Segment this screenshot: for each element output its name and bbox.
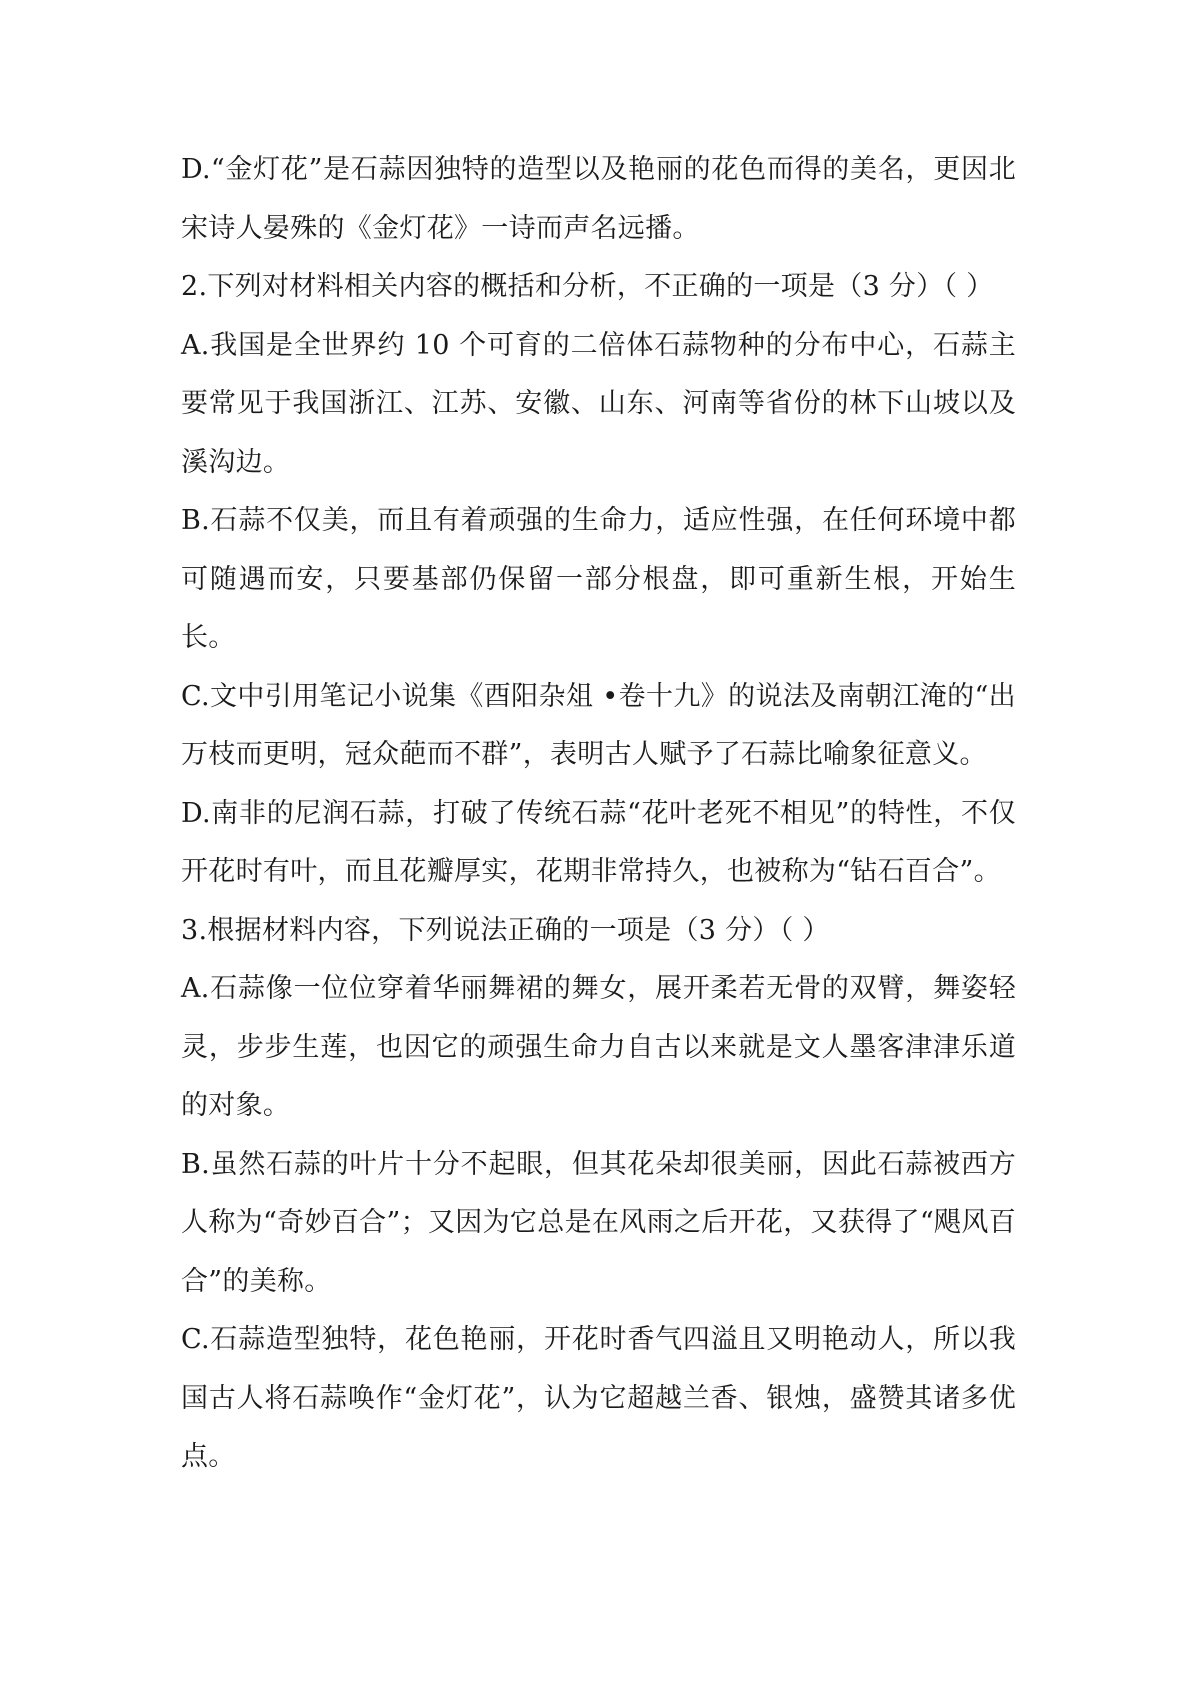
option-text: 南非的尼润石蒜，打破了传统石蒜“花叶老死不相见”的特性，不仅开花时有叶，而且花瓣厚实，花期非常持久，也被称为“钻石百合”。 xyxy=(181,797,1016,887)
option-b-q3 xyxy=(181,1136,1016,1312)
question-3 xyxy=(181,902,1016,961)
option-c-q3 xyxy=(181,1311,1016,1487)
option-label: D. xyxy=(181,797,211,829)
question-number: 3. xyxy=(181,914,208,946)
option-c-q2 xyxy=(181,668,1016,785)
option-text: 文中引用笔记小说集《酉阳杂俎 •卷十九》的说法及南朝江淹的“出万枝而更明，冠众葩而不群”，表明古人赋予了石蒜比喻象征意义。 xyxy=(181,680,1016,770)
option-text: 石蒜造型独特，花色艳丽，开花时香气四溢且又明艳动人，所以我国古人将石蒜唤作“金灯花”，认为它超越兰香、银烛，盛赞其诸多优点。 xyxy=(181,1324,1016,1472)
question-text: 根据材料内容，下列说法正确的一项是（3 分）（ ） xyxy=(207,914,830,946)
option-a-q2 xyxy=(181,317,1016,493)
option-b-q2 xyxy=(181,492,1016,668)
option-text: 石蒜像一位位穿着华丽舞裙的舞女，展开柔若无骨的双臂，舞姿轻灵，步步生莲，也因它的顽强生命力自古以来就是文人墨客津津乐道的对象。 xyxy=(181,973,1016,1121)
option-text: 我国是全世界约 10 个可育的二倍体石蒜物种的分布中心，石蒜主要常见于我国浙江、江苏、安徽、山东、河南等省份的林下山坡以及溪沟边。 xyxy=(181,329,1016,478)
question-text: 下列对材料相关内容的概括和分析，不正确的一项是（3 分）（ ） xyxy=(207,271,994,302)
option-label: B. xyxy=(181,1148,211,1180)
option-label: A. xyxy=(181,329,210,361)
document-page xyxy=(181,141,1016,1487)
option-d-q2 xyxy=(181,785,1016,902)
option-text: 虽然石蒜的叶片十分不起眼，但其花朵却很美丽，因此石蒜被西方人称为“奇妙百合”；又因为它总是在风雨之后开花，又获得了“飓风百合”的美称。 xyxy=(181,1148,1016,1297)
option-label: B. xyxy=(181,505,211,536)
option-a-q3 xyxy=(181,960,1016,1136)
option-label: A. xyxy=(181,973,210,1004)
option-label: C. xyxy=(181,1324,210,1355)
question-2 xyxy=(181,258,1016,317)
option-text: “金灯花”是石蒜因独特的造型以及艳丽的花色而得的美名，更因北宋诗人晏殊的《金灯花》一诗而声名远播。 xyxy=(181,154,1016,244)
option-d-q1 xyxy=(181,141,1016,258)
option-label: D. xyxy=(181,154,211,185)
option-text: 石蒜不仅美，而且有着顽强的生命力，适应性强，在任何环境中都可随遇而安，只要基部仍保留一部分根盘，即可重新生根，开始生长。 xyxy=(181,505,1016,653)
question-number: 2. xyxy=(181,271,208,302)
option-label: C. xyxy=(181,680,210,712)
